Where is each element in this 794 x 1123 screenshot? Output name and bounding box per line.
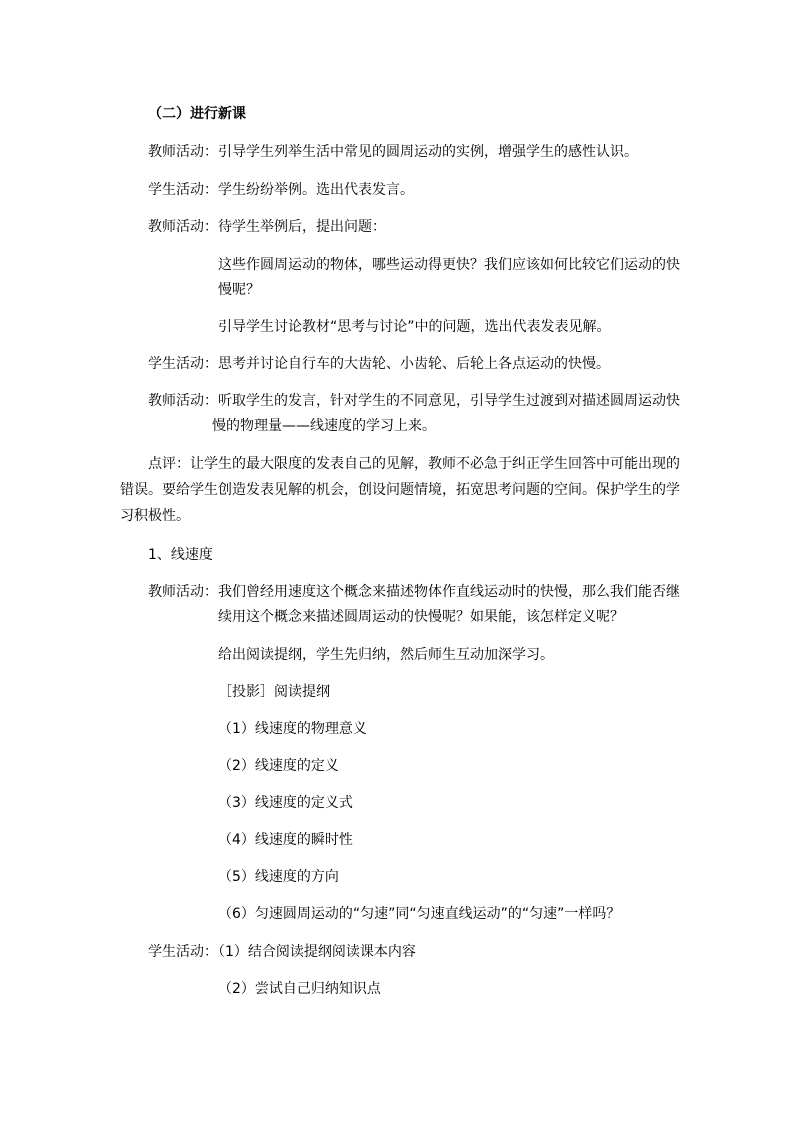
list-item: （1）线速度的物理意义 <box>218 721 367 737</box>
paragraph-line: ［投影］阅读提纲 <box>218 684 330 700</box>
paragraph-line: 引导学生讨论教材“思考与讨论”中的问题，选出代表发表见解。 <box>218 319 611 335</box>
list-item: （2）尝试自己归纳知识点 <box>218 981 381 997</box>
list-item: （4）线速度的瞬时性 <box>218 832 353 848</box>
subsection-heading: 1、线速度 <box>148 547 213 563</box>
list-item: （2）线速度的定义 <box>218 758 339 774</box>
paragraph-line: 续用这个概念来描述圆周运动的快慢呢？如果能，该怎样定义呢？ <box>218 609 624 625</box>
paragraph-line: 这些作圆周运动的物体，哪些运动得更快？我们应该如何比较它们运动的快 <box>218 257 680 273</box>
paragraph-line: 慢的物理量——线速度的学习上来。 <box>212 418 436 434</box>
paragraph-line: 点评：让学生的最大限度的发表自己的见解，教师不必急于纠正学生回答中可能出现的 <box>148 456 680 472</box>
paragraph-line: 教师活动：引导学生列举生活中常见的圆周运动的实例，增强学生的感性认识。 <box>148 144 638 160</box>
paragraph-line: 学生活动：学生纷纷举例。选出代表发言。 <box>148 182 414 198</box>
paragraph-line: 学生活动：思考并讨论自行车的大齿轮、小齿轮、后轮上各点运动的快慢。 <box>148 356 610 372</box>
paragraph-line: 习积极性。 <box>120 508 190 524</box>
paragraph-line: 学生活动：（1）结合阅读提纲阅读课本内容 <box>148 944 416 960</box>
list-item: （3）线速度的定义式 <box>218 795 353 811</box>
paragraph-line: 教师活动：待学生举例后，提出问题： <box>148 219 386 235</box>
paragraph-line: 错误。要给学生创造发表见解的机会，创设问题情境，拓宽思考问题的空间。保护学生的学 <box>120 482 680 498</box>
list-item: （5）线速度的方向 <box>218 869 339 885</box>
section-heading: （二）进行新课 <box>148 106 246 122</box>
paragraph-line: 慢呢？ <box>218 282 260 298</box>
paragraph-line: 教师活动：听取学生的发言，针对学生的不同意见，引导学生过渡到对描述圆周运动快 <box>148 393 680 409</box>
list-item: （6）匀速圆周运动的“匀速”同“匀速直线运动”的“匀速”一样吗？ <box>218 906 621 922</box>
paragraph-line: 给出阅读提纲，学生先归纳，然后师生互动加深学习。 <box>218 647 554 663</box>
paragraph-line: 教师活动：我们曾经用速度这个概念来描述物体作直线运动时的快慢，那么我们能否继 <box>148 584 680 600</box>
